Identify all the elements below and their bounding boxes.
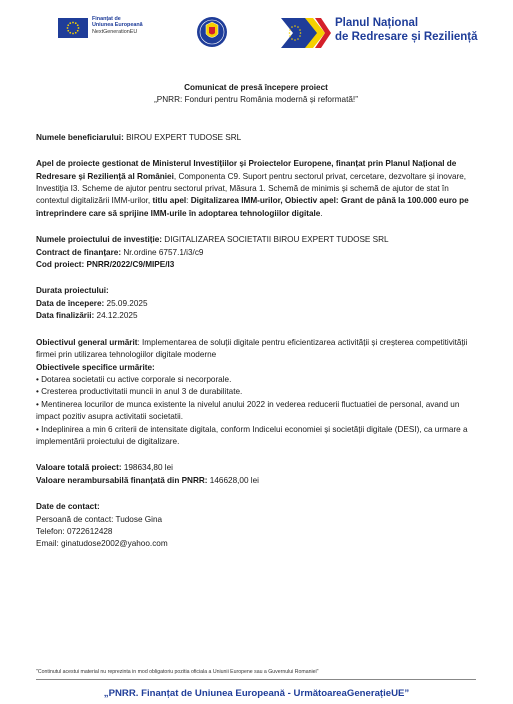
contact-person: Persoană de contact: Tudose Gina [36,514,163,524]
footer-divider [36,679,476,680]
pnrr-line-2: de Redresare și Reziliență [335,31,478,43]
eu-line-1: Finanțat de [92,16,121,22]
pnrr-logo [281,14,481,54]
list-item: • Mentinerea locurilor de munca existente la nivelul anului 2022 in vederea reducerii fluctuatiei de personal, avand un impact pozitiv asupra activitatii societatii. [36,399,460,422]
duration-heading: Durata proiectului: [36,286,109,296]
contact-heading: Date de contact: [36,502,100,512]
list-item: • Indeplinirea a min 6 criterii de intensitate digitala, conform Indicelui economiei și societății digitale (DESI), ca urmare a implementării proiectului de digitalizare. [36,424,468,446]
footer-slogan: „PNRR. Finanțat de Uniunea Europeană - UrmătoareaGenerațieUE” [103,688,410,699]
contact-email: Email: ginatudose2002@yahoo.com [36,539,168,549]
eu-flag-icon [58,18,88,38]
total-value-line: Valoare totală proiect: 198634,80 lei [36,463,173,473]
government-seal-icon [196,14,228,54]
contact-phone: Telefon: 0722612428 [36,526,113,536]
logo-header [0,12,513,60]
specific-objectives-list [36,374,476,448]
specific-objectives-heading: Obiectivele specifice urmărite: [36,362,155,372]
general-objective: Obiectivul general urmărit: Implementarea de soluții digitale pentru eficientizarea activității și creșterea competitivității firmei prin utilizarea tehnologiilor digitale moderne [36,337,468,360]
project-name-line: Numele proiectului de investiție: DIGITALIZAREA SOCIETATII BIROU EXPERT TUDOSE SRL [36,235,389,245]
project-code-line: Cod proiect: PNRR/2022/C9/MIPE/I3 [36,260,175,270]
start-date-line: Data de începere: 25.09.2025 [36,298,148,308]
document-title: Comunicat de presă începere proiect [184,83,328,92]
eu-logo-text [92,16,143,35]
list-item: • Cresterea productivitatii muncii in anul 3 de durabilitate. [36,387,243,397]
beneficiary-line [36,132,476,144]
beneficiary-label: Numele beneficiarului: [36,132,124,142]
eu-line-3: NextGenerationEU [92,28,138,35]
press-release-body [36,82,476,551]
list-item: • Dotarea societatii cu active corporale si necorporale. [36,374,232,384]
beneficiary-value: BIROU EXPERT TUDOSE SRL [123,132,242,142]
pnrr-line-1: Planul Național [335,17,419,29]
pnrr-arrow-icon [281,14,331,52]
eu-logo [58,16,176,52]
eu-line-2: Uniunea Europeană [92,22,143,29]
contract-line: Contract de finanțare: Nr.ordine 6757.1/i3/c9 [36,247,204,257]
call-description: Apel de proiecte gestionat de Ministerul Investițiilor și Proiectelor Europene, finanțat prin Planul Național de Redresare și Reziliență al României, Componenta C9. Suport pentru sectorul privat, cercetare, dezvoltare și inovare, Investiția I3. Scheme de ajutor pentru sectorul privat, Măsura 1. Schemă de minimis și schemă de ajutor de stat în contextul digitalizării IMM-urilor, titlu apel: Digitalizarea IMM-urilor, Obiectiv apel: Grant de până la 100.000 euro pe întreprindere care să sprijine IMM-urile în adoptarea tehnologiilor digitale. [36,159,469,218]
document-subtitle: „PNRR: Fonduri pentru România modernă și reformată!” [154,95,358,105]
grant-value-line: Valoare nerambursabilă finanțată din PNRR: 146628,00 lei [36,475,259,485]
pnrr-logo-text [335,14,478,54]
disclaimer-note: "Continutul acestui material nu reprezinta in mod obligatoriu pozitia oficiala a Uniunii Europene sau a Guvernului Romaniei" [36,669,319,675]
romanian-government-logo [196,14,228,54]
end-date-line: Data finalizării: 24.12.2025 [36,311,138,321]
